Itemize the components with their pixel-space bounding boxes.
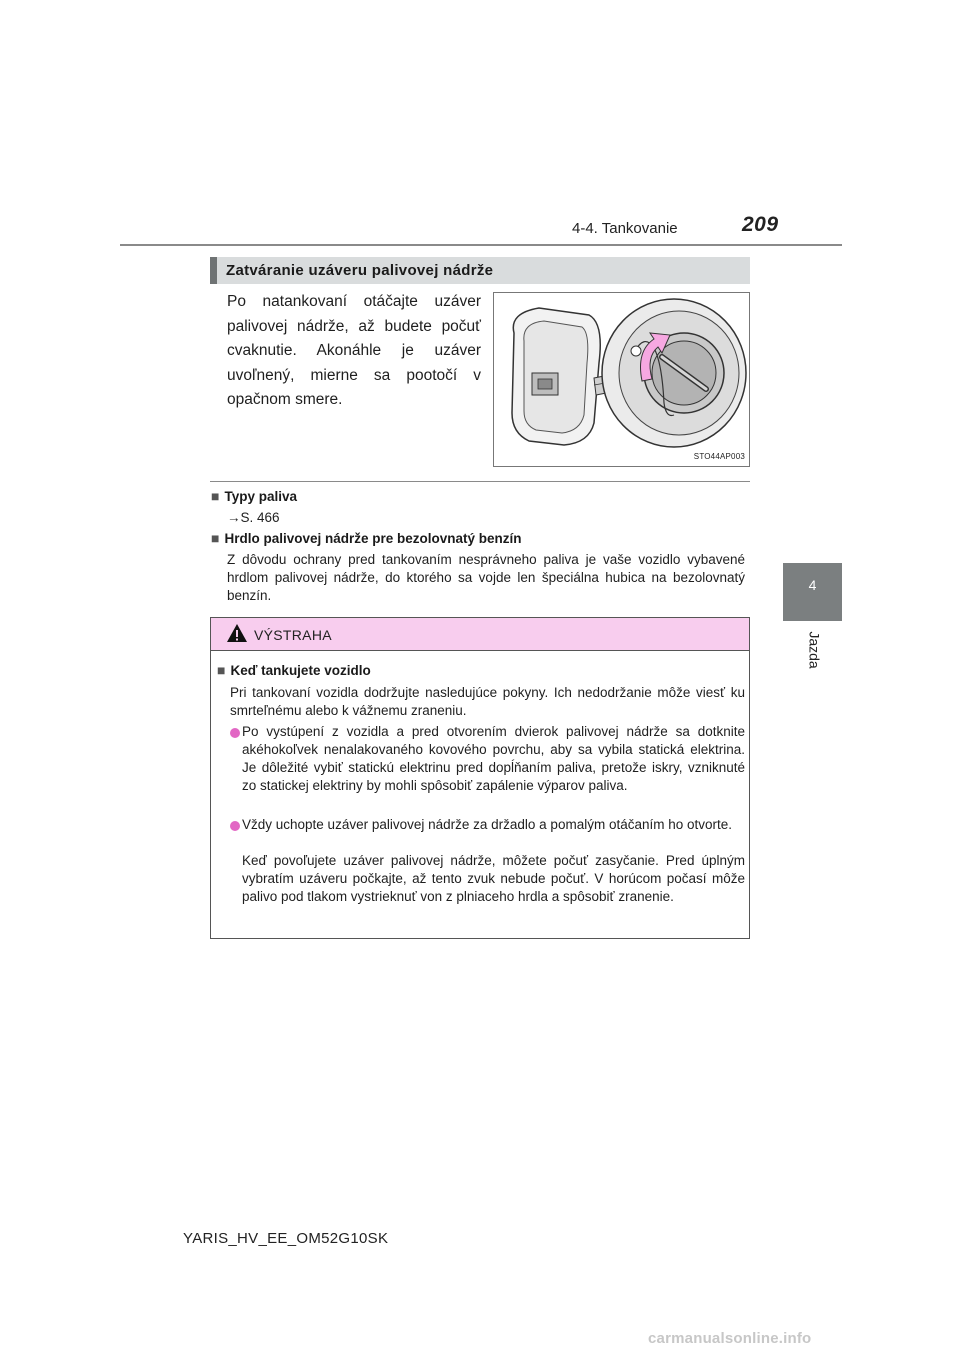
item-title-filler-neck: ■ Hrdlo palivovej nádrže pre bezolovnatý benzín: [211, 530, 522, 546]
warning-subtitle: ■ Keď tankujete vozidlo: [217, 662, 371, 678]
warning-bullet-static: Po vystúpení z vozidla a pred otvorením dvierok palivovej nádrže sa dotknite akéhokoľvek nenalakovaného kovového povrchu, aby sa vybila statická elektrina. Je dôležité vybiť statickú elektrinu pred dopĺňaním paliva, pretože iskry, vzniknuté zo statickej elektriny by mohli spôsobiť zapálenie výparov paliva.: [242, 724, 745, 793]
warning-bullet-cap-open: Vždy uchopte uzáver palivovej nádrže za držadlo a pomalým otáčaním ho otvorte.: [242, 817, 733, 832]
warning-header: [211, 618, 749, 651]
page-number: 209: [742, 213, 779, 236]
header-section-title: 4-4. Tankovanie: [572, 220, 678, 237]
chapter-tab-label: Jazda: [806, 631, 823, 669]
bullet-dot-icon: [230, 728, 240, 738]
warning-bullet-cap-hiss: Keď povoľujete uzáver palivovej nádrže, môžete počuť zasyčanie. Pred úplným vybratím uzáveru počkajte, až tento zvuk nebude počuť. V horúcom počasí môže palivo pod tlakom vystrieknuť von z plniaceho hrdla a spôsobiť zranenie.: [242, 853, 745, 904]
square-bullet-icon: ■: [211, 488, 220, 504]
document-code: YARIS_HV_EE_OM52G10SK: [183, 1230, 389, 1247]
bullet-dot-icon: [230, 821, 240, 831]
fuel-door-drawing: [494, 293, 749, 466]
square-bullet-icon: ■: [217, 662, 226, 678]
fuel-cap-illustration: [493, 292, 750, 467]
item-title-fuel-types: ■ Typy paliva: [211, 488, 297, 504]
section-intro-text: Po natankovaní otáčajte uzáver palivovej nádrže, až budete počuť cvaknutie. Akonáhle je uzáver uvoľnený, mierne sa pootočí v opačnom smere.: [227, 293, 481, 408]
item-body-fuel-types: →S. 466: [227, 510, 280, 525]
site-watermark: carmanualsonline.info: [648, 1330, 812, 1347]
section-heading: Zatváranie uzáveru palivovej nádrže: [210, 257, 750, 284]
item-body-filler-neck: Z dôvodu ochrany pred tankovaním nesprávneho paliva je vaše vozidlo vybavené hrdlom palivovej nádrže, do ktorého sa vojde len špeciálna hubica na bezolovnatý benzín.: [227, 552, 745, 603]
section-divider: [210, 481, 750, 482]
square-bullet-icon: ■: [211, 530, 220, 546]
warning-title: VÝSTRAHA: [254, 627, 332, 643]
warning-triangle-icon: [226, 623, 248, 643]
header-rule: [120, 244, 842, 246]
warning-box: [210, 617, 750, 939]
figure-code: STO44AP003: [693, 452, 745, 461]
warning-intro: Pri tankovaní vozidla dodržujte nasledujúce pokyny. Ich nedodržanie môže viesť ku smrteľnému alebo k vážnemu zraneniu.: [230, 685, 745, 718]
chapter-tab: 4: [783, 563, 842, 621]
